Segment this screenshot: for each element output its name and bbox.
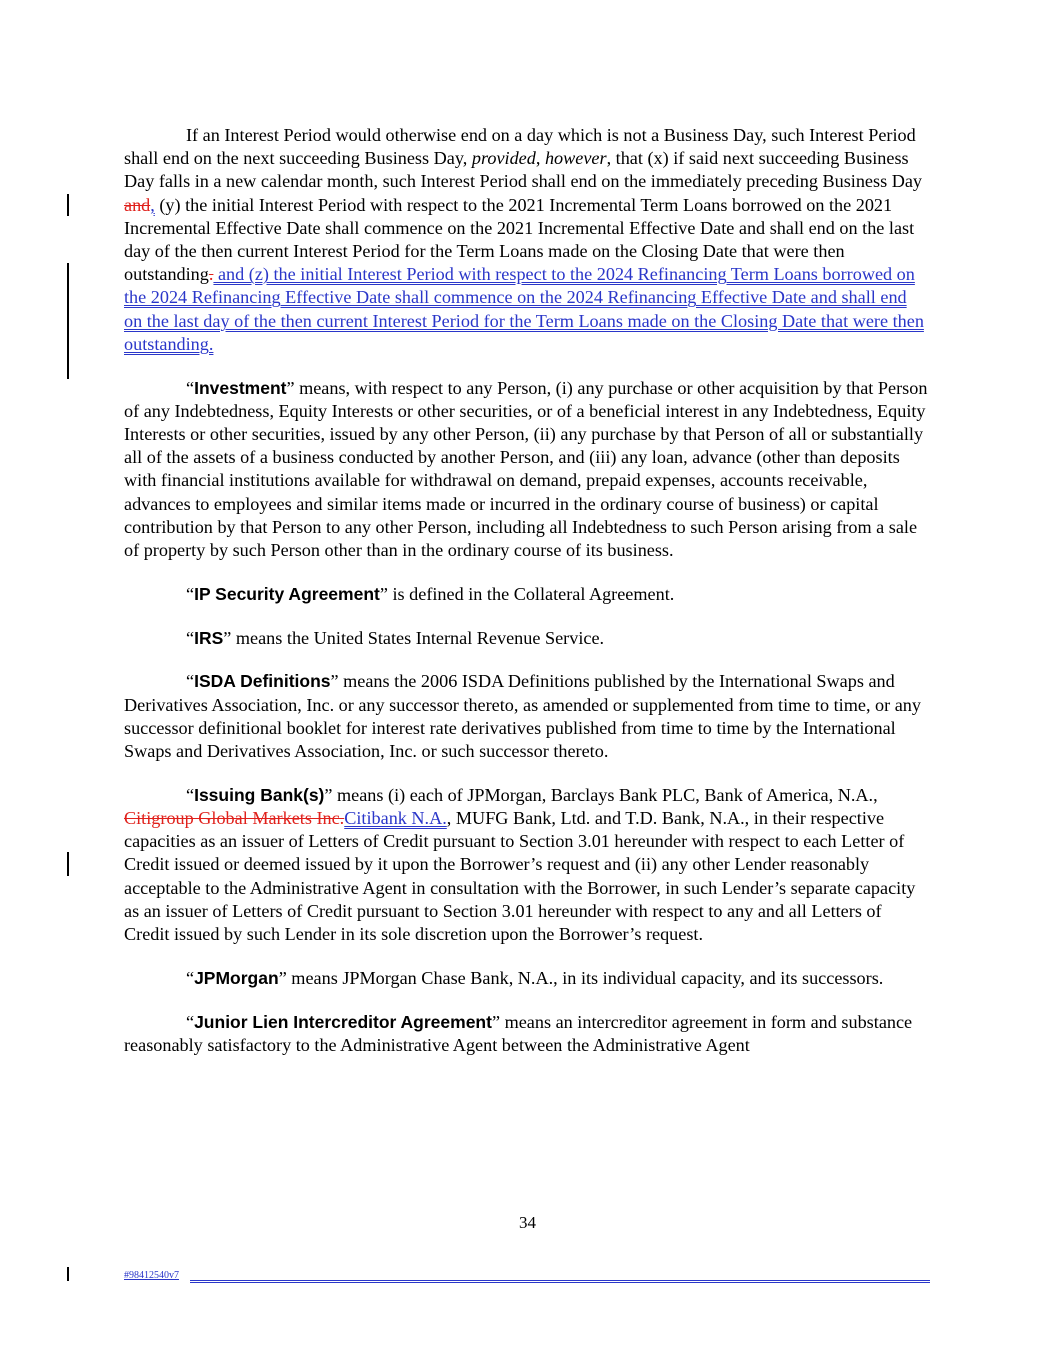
text-bold: IP Security Agreement — [194, 583, 380, 604]
text-bold: Issuing Bank(s) — [194, 784, 325, 805]
definition-irs — [124, 627, 929, 650]
text-plain: “ — [186, 627, 195, 648]
text-plain: , — [535, 148, 545, 169]
footer-rule — [190, 1280, 930, 1283]
text-bold: IRS — [194, 627, 224, 648]
text-ins: , — [150, 194, 155, 215]
document-page — [124, 124, 929, 1078]
text-plain: ” means the United States Internal Revenue Service. — [223, 627, 605, 648]
change-bar — [67, 194, 69, 216]
text-plain: “ — [186, 377, 195, 398]
text-del: . — [208, 264, 214, 285]
text-ins: and (z) the initial Interest Period with respect to the 2024 Refinancing Term Loans borrowed on the 2024 Refinancing Effective Date shall commence on the 2024 Refinancing Effective Date and shall end on the last day of the then current Interest Period for the Term Loans made on the Closing Date that were then outstanding. — [124, 264, 924, 354]
text-plain: ” means JPMorgan Chase Bank, N.A., in its individual capacity, and its successors. — [278, 967, 884, 988]
text-plain: “ — [186, 1011, 195, 1032]
text-plain: , that (x) if said next succeeding Business Day falls in a new calendar month, such Interest Period shall end on the immediately preceding Business Day — [124, 148, 923, 192]
text-plain: (y) the initial Interest Period with respect to the 2021 Incremental Term Loans borrowed on the 2021 Incremental Effective Date shall commence on the 2021 Incremental Effective Date and shall end on the last day of the then current Interest Period for the Term Loans made on the Closing Date that were then outstanding — [124, 194, 915, 285]
text-plain: ” means (i) each of JPMorgan, Barclays Bank PLC, Bank of America, N.A., — [324, 784, 878, 805]
text-bold: Junior Lien Intercreditor Agreement — [194, 1011, 492, 1032]
footer-document-id: #98412540v7 — [124, 1270, 179, 1281]
definition-issuing-bank — [124, 784, 929, 946]
definition-isda-definitions — [124, 670, 929, 763]
text-italic: provided — [471, 148, 536, 169]
paragraph-interest-period — [124, 124, 929, 356]
text-plain: If an Interest Period would otherwise end on a day which is not a Business Day, such Interest Period shall end on the next succeeding Business Day, — [124, 125, 916, 169]
text-plain: ” means the 2006 ISDA Definitions published by the International Swaps and Derivatives Association, Inc. or any successor thereto, as amended or supplemented from time to time, or any successor definitional booklet for interest rate derivatives published from time to time by the International Swaps and Derivatives Association, Inc. or such successor thereto. — [124, 671, 921, 762]
definition-jpmorgan — [124, 967, 929, 990]
definition-ip-security-agreement — [124, 583, 929, 606]
change-bar — [67, 263, 69, 379]
text-del: and — [124, 194, 151, 215]
text-bold: ISDA Definitions — [194, 671, 331, 692]
text-plain: ” means an intercreditor agreement in form and substance reasonably satisfactory to the Administrative Agent between the Administrative Agent — [124, 1011, 913, 1055]
text-plain: “ — [186, 583, 195, 604]
text-del: Citigroup Global Markets Inc. — [124, 808, 345, 829]
text-plain: “ — [186, 671, 195, 692]
text-plain: ” is defined in the Collateral Agreement. — [379, 583, 675, 604]
text-plain: ” means, with respect to any Person, (i) any purchase or other acquisition by that Person of any Indebtedness, Equity Interests or other securities, or of a beneficial interest in any Indebtedness, Equity Interests or other securities, issued by any other Person, (ii) any purchase by that Person of all or substantially all of the assets of a business conducted by another Person, and (iii) any loan, advance (other than deposits with financial institutions available for withdrawal on demand, prepaid expenses, accounts receivable, advances to employees and similar items made or incurred in the ordinary course of business) or capital contribution by that Person to any other Person, including all Indebtedness to such Person arising from a sale of property by such Person other than in the ordinary course of its business. — [124, 377, 928, 561]
text-plain: “ — [186, 784, 195, 805]
text-italic: however — [544, 148, 607, 169]
text-bold: Investment — [194, 377, 287, 398]
text-ins: Citibank N.A. — [344, 808, 447, 829]
text-plain: , MUFG Bank, Ltd. and T.D. Bank, N.A., in their respective capacities as an issuer of Letters of Credit pursuant to Section 3.01 hereunder with respect to each Letter of Credit issued or deemed issued by it upon the Borrower’s request and (ii) any other Lender reasonably acceptable to the Administrative Agent in consultation with the Borrower, in such Lender’s separate capacity as an issuer of Letters of Credit pursuant to Section 3.01 hereunder with respect to any and all Letters of Credit issued by such Lender in its sole discretion upon the Borrower’s request. — [124, 808, 916, 945]
definition-investment — [124, 377, 929, 563]
definition-junior-lien-intercreditor-agreement — [124, 1011, 929, 1057]
text-bold: JPMorgan — [194, 967, 279, 988]
text-plain: “ — [186, 967, 195, 988]
change-bar — [67, 1267, 69, 1281]
change-bar — [67, 852, 69, 876]
page-number: 34 — [519, 1213, 536, 1232]
